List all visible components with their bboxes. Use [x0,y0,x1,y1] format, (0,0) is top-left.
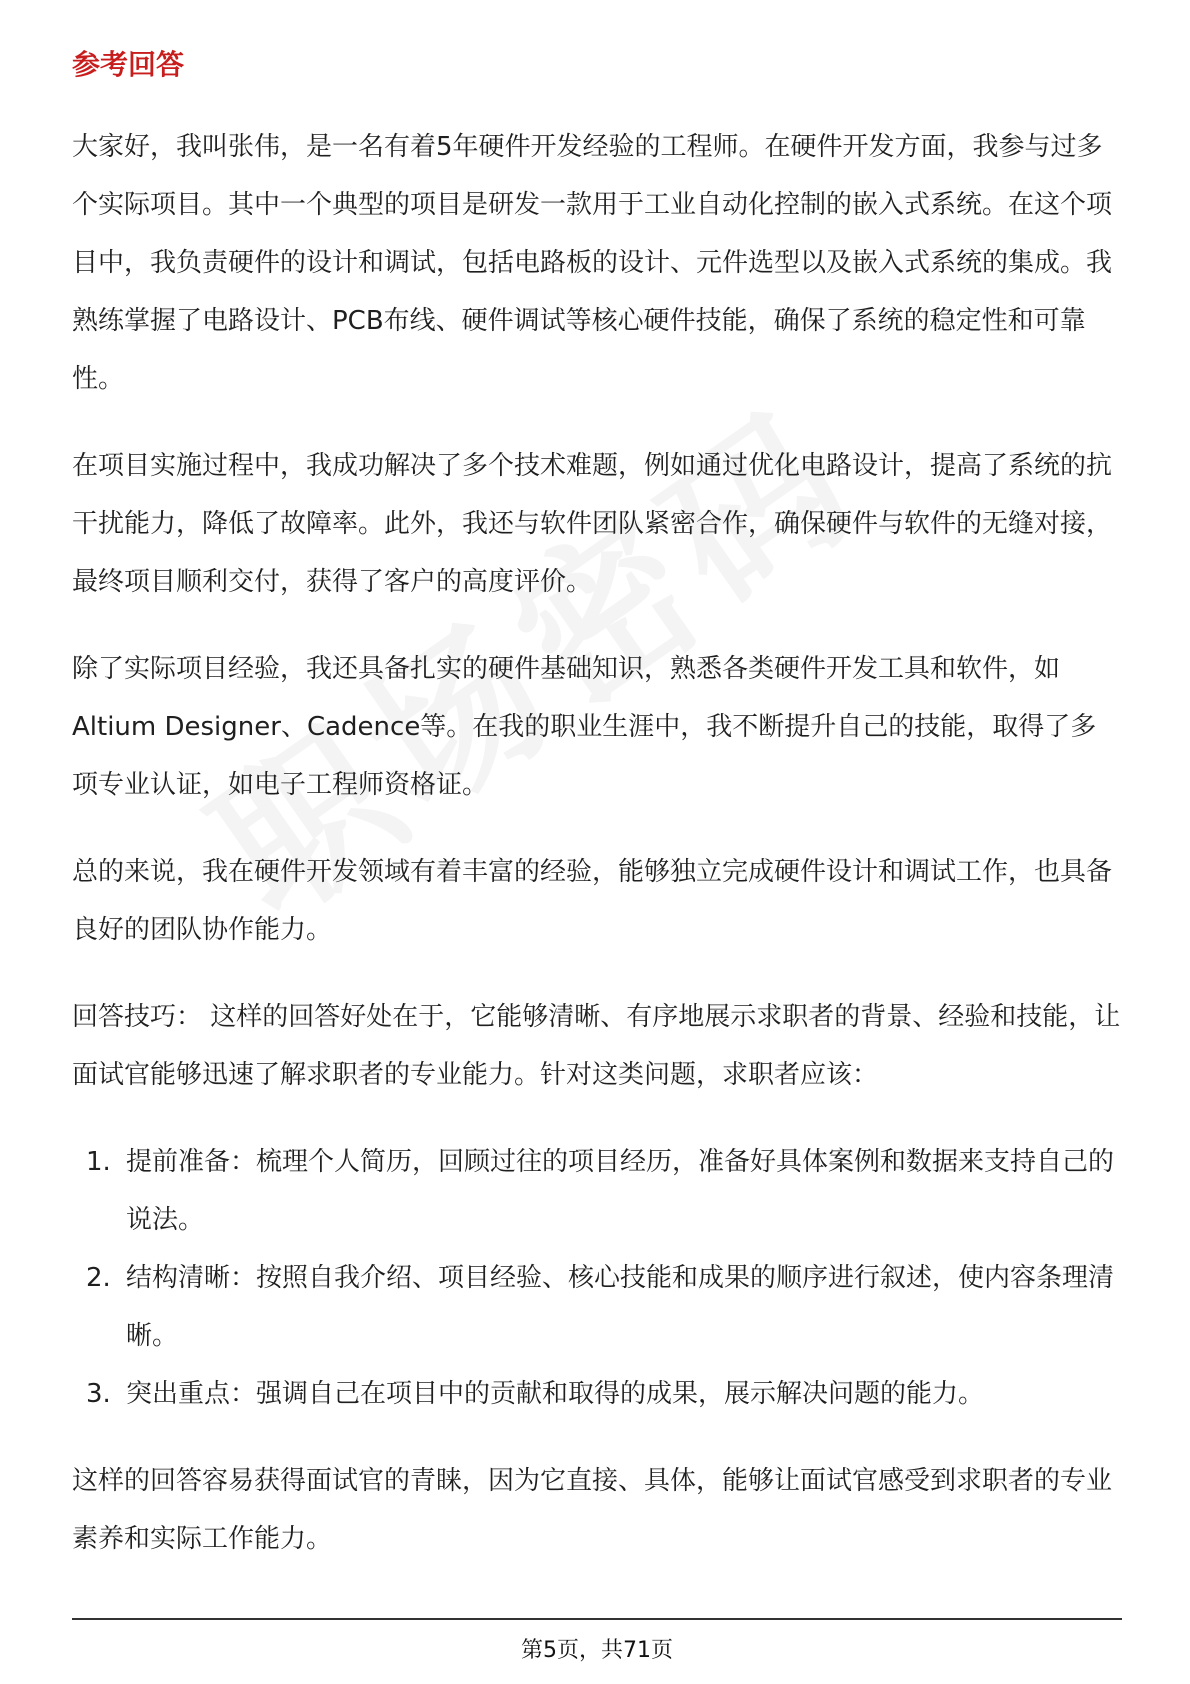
tips-list [72,1133,1122,1423]
page-footer [72,1618,1122,1664]
answer-paragraph-4: 总的来说，我在硬件开发领域有着丰富的经验，能够独立完成硬件设计和调试工作，也具备良好的团队协作能力。 [72,857,1113,945]
answer-paragraph-3: 除了实际项目经验，我还具备扎实的硬件基础知识，熟悉各类硬件开发工具和软件，如Altium Designer、Cadence等。在我的职业生涯中，我不断提升自己的技能，取得了多项专业认证，如电子工程师资格证。 [72,654,1097,800]
list-item-text: 结构清晰：按照自我介绍、项目经验、核心技能和成果的顺序进行叙述，使内容条理清晰。 [126,1263,1115,1351]
list-item [72,1249,1122,1365]
answer-paragraph-2: 在项目实施过程中，我成功解决了多个技术难题，例如通过优化电路设计，提高了系统的抗干扰能力，降低了故障率。此外，我还与软件团队紧密合作，确保硬件与软件的无缝对接，最终项目顺利交付，获得了客户的高度评价。 [72,451,1113,597]
list-item-number: 1. [86,1147,111,1177]
list-item-text: 突出重点：强调自己在项目中的贡献和取得的成果，展示解决问题的能力。 [126,1379,985,1409]
answer-paragraph-1: 大家好，我叫张伟，是一名有着5年硬件开发经验的工程师。在硬件开发方面，我参与过多个实际项目。其中一个典型的项目是研发一款用于工业自动化控制的嵌入式系统。在这个项目中，我负责硬件的设计和调试，包括电路板的设计、元件选型以及嵌入式系统的集成。我熟练掌握了电路设计、PCB布线、硬件调试等核心硬件技能，确保了系统的稳定性和可靠性。 [72,132,1113,394]
list-item [72,1133,1122,1249]
page-number: 第5页，共71页 [521,1638,673,1663]
list-item-number: 2. [86,1263,111,1293]
list-item-text: 提前准备：梳理个人简历，回顾过往的项目经历，准备好具体案例和数据来支持自己的说法。 [126,1147,1115,1235]
closing-paragraph: 这样的回答容易获得面试官的青睐，因为它直接、具体，能够让面试官感受到求职者的专业素养和实际工作能力。 [72,1466,1113,1554]
list-item-number: 3. [86,1379,111,1409]
section-title: 参考回答 [72,48,185,81]
answer-tips-paragraph: 回答技巧： 这样的回答好处在于，它能够清晰、有序地展示求职者的背景、经验和技能，让面试官能够迅速了解求职者的专业能力。针对这类问题，求职者应该： [72,1002,1121,1090]
main-content [72,45,1122,1597]
list-item [72,1365,1122,1423]
